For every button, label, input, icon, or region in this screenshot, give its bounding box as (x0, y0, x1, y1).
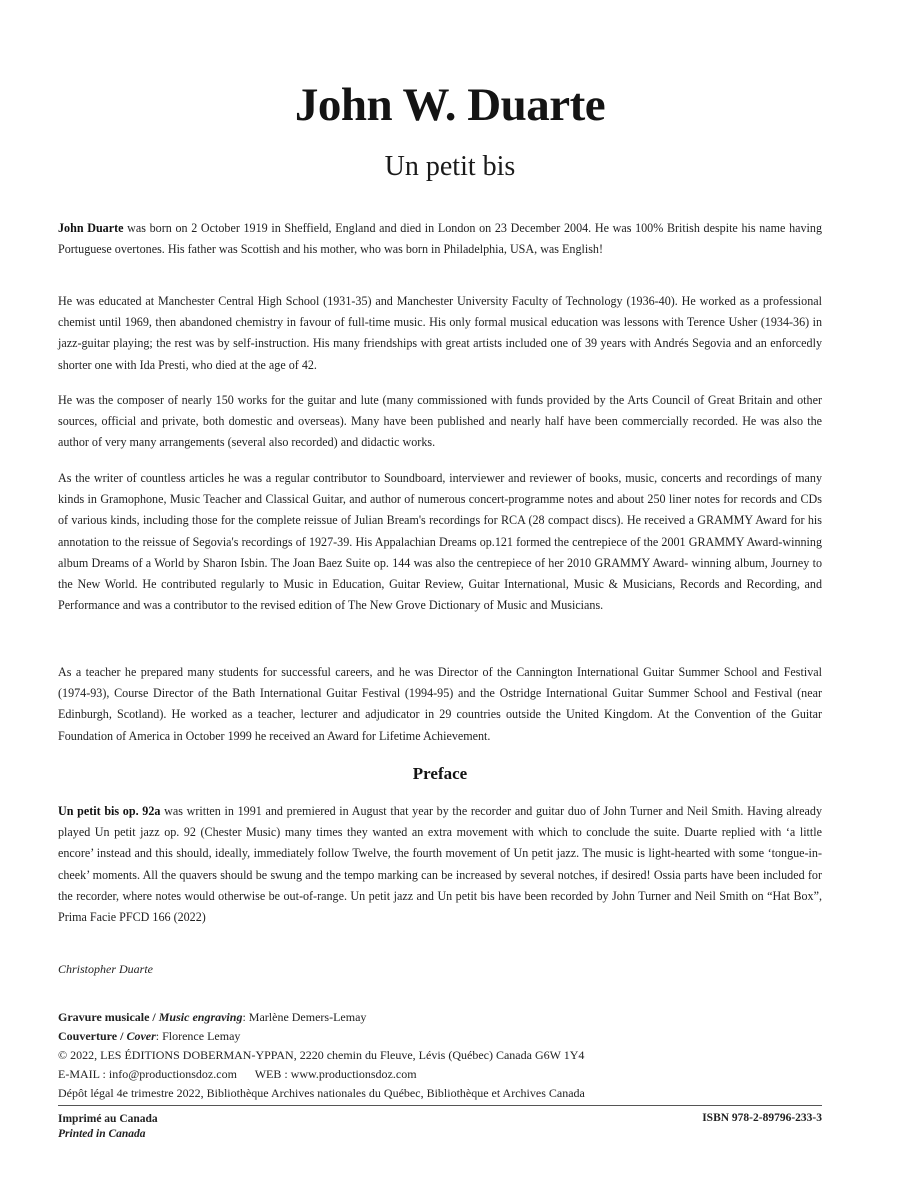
contact-line: E-MAIL : info@productionsdoz.com WEB : www.productionsdoz.com (58, 1067, 417, 1081)
credit-engraving-label-en: Music engraving (158, 1010, 243, 1024)
printed-in-en: Printed in Canada (58, 1128, 146, 1140)
bio-paragraph-1-text: was born on 2 October 1919 in Sheffield, England and died in London on 23 December 2004. He was 100% British despite his name having Portuguese overtones. His father was Scottish and his mother, who was born in Philadelphia, USA, was English! (58, 221, 823, 257)
bio-lead-name: John Duarte (58, 221, 124, 235)
bio-paragraph-4: As the writer of countless articles he was a regular contributor to Soundboard, interviewer and reviewer of books, music, concerts and recordings of many kinds in Gramophone, Music Teacher and Classical Guitar, and author of numerous concert-programme notes and about 250 liner notes for records and CDs of various kinds, including those for the complete reissue of Julian Bream's recordings for RCA (28 compact discs). He received a GRAMMY Award for his annotation to the reissue of Segovia's recordings of 1927-39. His Appalachian Dreams op.121 formed the centrepiece of the 2001 GRAMMY Award-winning album Dreams of a World by Sharon Isbin. The Joan Baez Suite op. 144 was also the centrepiece of her 2010 GRAMMY Award- winning album, Journey to the New World. He contributed regularly to Music in Education, Guitar Review, Guitar International, Music & Musicians, Records and Recording, and Performance and was a contributor to the revised edition of The New Grove Dictionary of Music and Musicians. (58, 471, 822, 613)
footer-divider (58, 1105, 822, 1106)
credit-engraving (58, 1008, 838, 1027)
isbn: ISBN 978-2-89796-233-3 (702, 1112, 822, 1124)
bio-paragraph-1 (58, 218, 822, 260)
credit-cover-label-en: Cover (126, 1029, 156, 1043)
page-subtitle: Un petit bis (384, 151, 516, 182)
bio-paragraph-3: He was the composer of nearly 150 works for the guitar and lute (many commissioned with funds provided by the Arts Council of Great Britain and other sources, official and private, both domestic and overseas). Many have been published and nearly half have been commercially recorded. He was also the author of very many arrangements (several also recorded) and didactic works. (58, 393, 822, 450)
credit-cover-value: : Florence Lemay (155, 1029, 241, 1043)
preface-lead-title: Un petit bis op. 92a (58, 804, 161, 818)
printed-in-block (58, 1112, 158, 1142)
preface-paragraph (58, 801, 822, 928)
credit-cover (58, 1027, 838, 1046)
credits-block (58, 1008, 838, 1103)
page-title: John W. Duarte (294, 79, 606, 131)
credit-engraving-label-fr: Gravure musicale / (58, 1010, 159, 1024)
preface-heading: Preface (412, 764, 468, 783)
credit-engraving-value: : Marlène Demers-Lemay (242, 1010, 367, 1024)
legal-deposit-line: Dépôt légal 4e trimestre 2022, Bibliothèque Archives nationales du Québec, Bibliothèque et Archives Canada (58, 1086, 585, 1100)
preface-signature: Christopher Duarte (58, 962, 154, 976)
preface-paragraph-text: was written in 1991 and premiered in August that year by the recorder and guitar duo of John Turner and Neil Smith. Having already played Un petit jazz op. 92 (Chester Music) many times they wanted an extra movement with which to conclude the suite. Duarte replied with ‘a little encore’ instead and this should, ideally, immediately follow Twelve, the fourth movement of Un petit jazz. The music is light-hearted with some ‘tongue-in-cheek’ moments. All the quavers should be swung and the tempo marking can be increased by several notches, if desired! Ossia parts have been included for the recorder, where notes would otherwise be out-of-range. Un petit jazz and Un petit bis have been recorded by John Turner and Neil Smith on “Hat Box”, Prima Facie PFCD 166 (2022) (58, 804, 823, 925)
bio-paragraph-5: As a teacher he prepared many students for successful careers, and he was Director of the Cannington International Guitar Summer School and Festival (1974-93), Course Director of the Bath International Guitar Festival (1994-95) and the Ostridge International Guitar Summer School and Festival (near Edinburgh, Scotland). He worked as a teacher, lecturer and adjudicator in 29 countries outside the United Kingdom. At the Convention of the Guitar Foundation of America in October 1999 he received an Award for Lifetime Achievement. (58, 665, 822, 743)
bio-paragraph-2: He was educated at Manchester Central High School (1931-35) and Manchester University Faculty of Technology (1936-40). He worked as a professional chemist until 1969, then abandoned chemistry in favour of full-time music. His only formal musical education was lessons with Terence Usher (1934-36) in jazz-guitar playing; the rest was by self-instruction. His many friendships with great artists included one of 39 years with Andrés Segovia and an enforcedly shorter one with Ida Presti, who died at the age of 42. (58, 294, 822, 372)
printed-in-fr: Imprimé au Canada (58, 1113, 158, 1125)
copyright-line: © 2022, LES ÉDITIONS DOBERMAN-YPPAN, 2220 chemin du Fleuve, Lévis (Québec) Canada G6W 1Y4 (58, 1048, 585, 1062)
credit-cover-label-fr: Couverture / (58, 1029, 127, 1043)
